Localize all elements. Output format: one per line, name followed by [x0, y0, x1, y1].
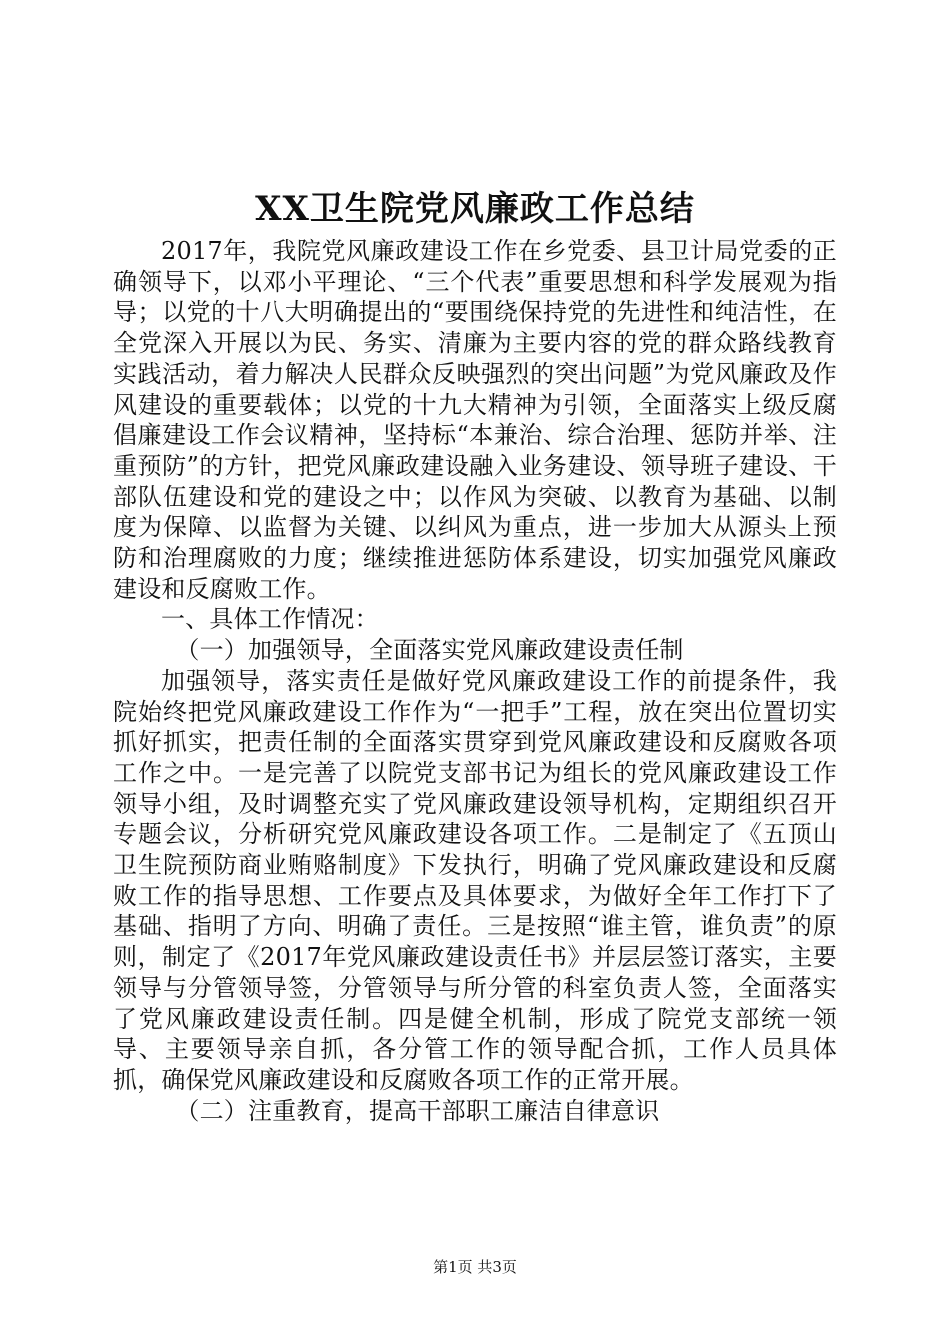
section-heading-1: 一、具体工作情况： [161, 605, 379, 634]
paragraph-leadership: 加强领导，落实责任是做好党风廉政建设工作的前提条件，我院始终把党风廉政建设工作作为“一把手”工程，放在突出位置切实抓好抓实，把责任制的全面落实贯穿到党风廉政建设和反腐败各项工作之中。一是完善了以院党支部书记为组长的党风廉政建设工作领导小组，及时调整充实了党风廉政建设领导机构，定期组织召开专题会议，分析研究党风廉政建设各项工作。二是制定了《五顶山卫生院预防商业贿赂制度》下发执行，明确了党风廉政建设和反腐败工作的指导思想、工作要点及具体要求，为做好全年工作打下了基础、指明了方向、明确了责任。三是按照“谁主管，谁负责”的原则，制定了《2017年党风廉政建设责任书》并层层签订落实，主要领导与分管领导签，分管领导与所分管的科室负责人签，全面落实了党风廉政建设责任制。四是健全机制，形成了院党支部统一领导、主要领导亲自抓，各分管工作的领导配合抓，工作人员具体抓，确保党风廉政建设和反腐败各项工作的正常开展。 [113, 666, 837, 1094]
page-number-footer: 第1页 共3页 [433, 1258, 517, 1276]
document-body [113, 236, 837, 1126]
document-title: XX卫生院党风廉政工作总结 [255, 189, 695, 229]
subsection-heading-2: （二）注重教育，提高干部职工廉洁自律意识 [175, 1096, 660, 1125]
paragraph-intro: 2017年，我院党风廉政建设工作在乡党委、县卫计局党委的正确领导下，以邓小平理论、“三个代表”重要思想和科学发展观为指导；以党的十八大明确提出的“要围绕保持党的先进性和纯洁性，在全党深入开展以为民、务实、清廉为主要内容的党的群众路线教育实践活动，着力解决人民群众反映强烈的突出问题”为党风廉政及作风建设的重要载体；以党的十九大精神为引领，全面落实上级反腐倡廉建设工作会议精神，坚持标“本兼治、综合治理、惩防并举、注重预防”的方针，把党风廉政建设融入业务建设、领导班子建设、干部队伍建设和党的建设之中；以作风为突破、以教育为基础、以制度为保障、以监督为关键、以纠风为重点，进一步加大从源头上预防和治理腐败的力度；继续推进惩防体系建设，切实加强党风廉政建设和反腐败工作。 [113, 237, 837, 603]
subsection-heading-1: （一）加强领导，全面落实党风廉政建设责任制 [175, 636, 684, 665]
